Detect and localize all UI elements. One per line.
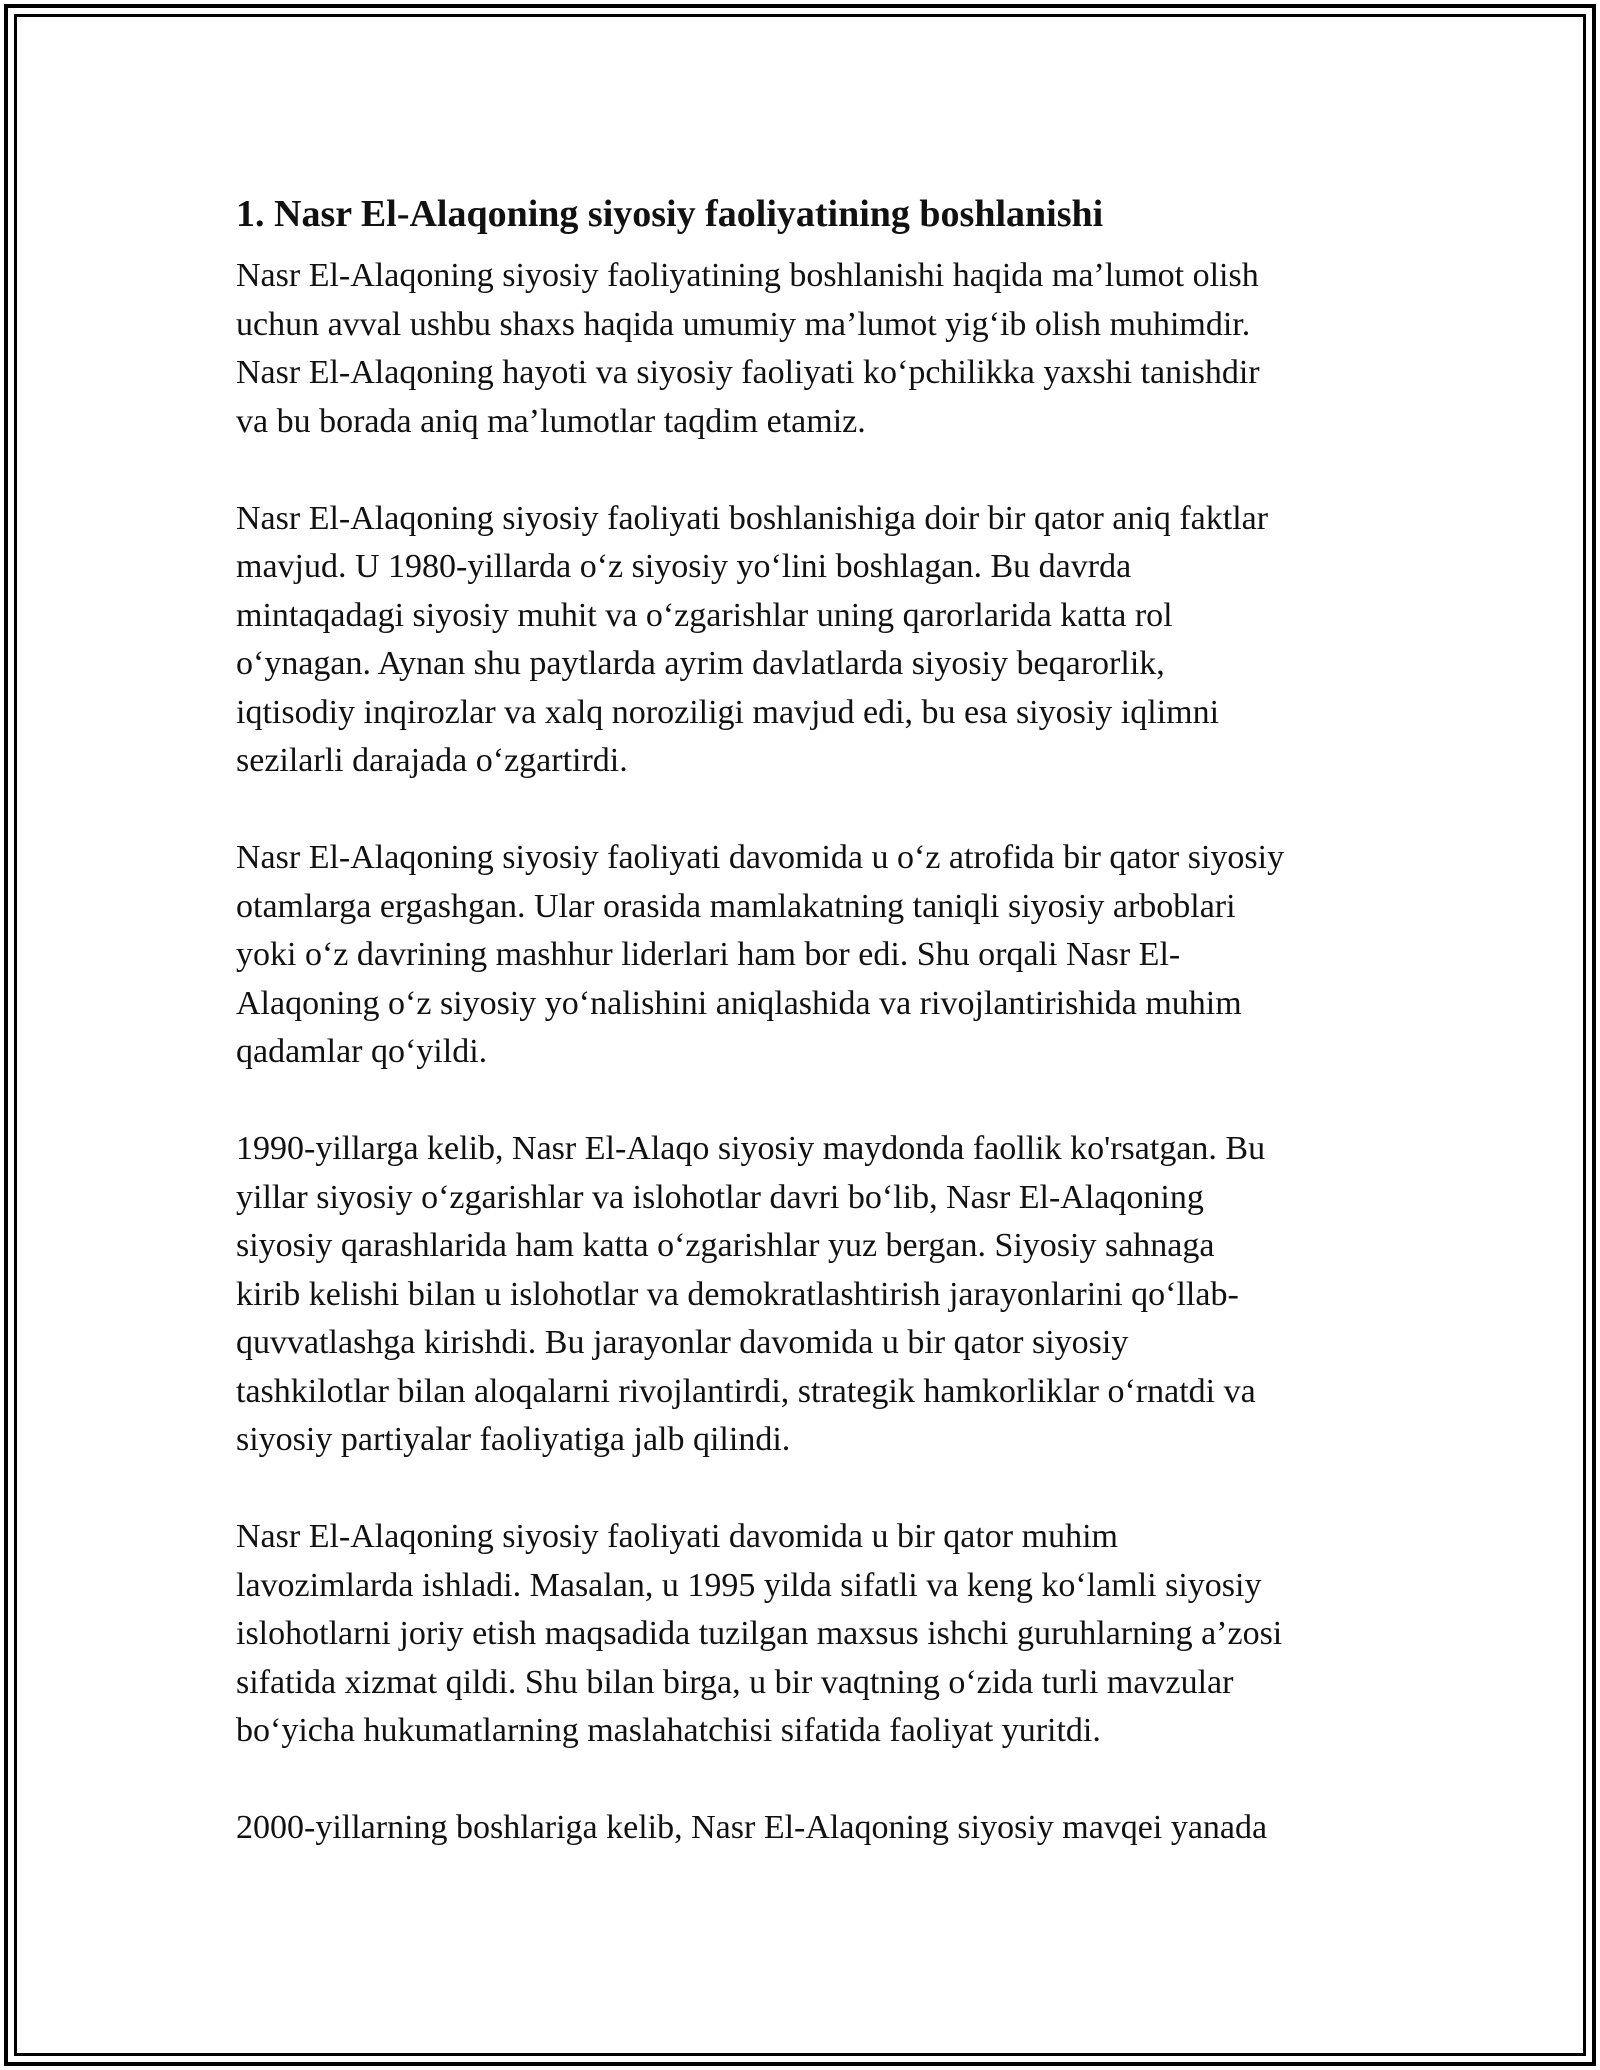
paragraph-3: Nasr El-Alaqoning siyosiy faoliyati davomida u o‘z atrofida bir qator siyosiy otamlarga ergashgan. Ular orasida mamlakatning taniqli siyosiy arboblari yoki o‘z davrining mashhur liderlari ham bor edi. Shu orqali Nasr El- Alaqoning o‘z siyosiy yo‘nalishini aniqlashida va rivojlantirishida muhim qadamlar qo‘yildi.: [236, 839, 1285, 1070]
paragraph-1: Nasr El-Alaqoning siyosiy faoliyatining boshlanishi haqida ma’lumot olish uchun avval ushbu shaxs haqida umumiy ma’lumot yig‘ib olish muhimdir. Nasr El-Alaqoning hayoti va siyosiy faoliyati ko‘pchilikka yaxshi tanishdir va bu borada aniq ma’lumotlar taqdim etamiz.: [236, 257, 1260, 440]
paragraph-6: 2000-yillarning boshlariga kelib, Nasr El-Alaqoning siyosiy mavqei yanada: [236, 1809, 1268, 1846]
paragraph-2: Nasr El-Alaqoning siyosiy faoliyati boshlanishiga doir bir qator aniq faktlar mavjud. U 1980-yillarda o‘z siyosiy yo‘lini boshlagan. Bu davrda mintaqadagi siyosiy muhit va o‘zgarishlar uning qarorlarida katta rol o‘ynagan. Aynan shu paytlarda ayrim davlatlarda siyosiy beqarorlik, iqtisodiy inqirozlar va xalq noroziligi mavjud edi, bu esa siyosiy iqlimni sezilarli darajada o‘zgartirdi.: [236, 499, 1269, 779]
document-body: [236, 186, 1376, 1853]
paragraph-4: 1990-yillarga kelib, Nasr El-Alaqo siyosiy maydonda faollik ko'rsatgan. Bu yillar siyosiy o‘zgarishlar va islohotlar davri bo‘lib, Nasr El-Alaqoning siyosiy qarashlarida ham katta o‘zgarishlar yuz bergan. Siyosiy sahnaga kirib kelishi bilan u islohotlar va demokratlashtirish jarayonlarini qo‘llab- quvvatlashga kirishdi. Bu jarayonlar davomida u bir qator siyosiy tashkilotlar bilan aloqalarni rivojlantirdi, strategik hamkorliklar o‘rnatdi va siyosiy partiyalar faoliyatiga jalb qilindi.: [236, 1130, 1266, 1458]
paragraph-5: Nasr El-Alaqoning siyosiy faoliyati davomida u bir qator muhim lavozimlarda ishladi. Masalan, u 1995 yilda sifatli va keng ko‘lamli siyosiy islohotlarni joriy etish maqsadida tuzilgan maxsus ishchi guruhlarning a’zosi sifatida xizmat qildi. Shu bilan birga, u bir vaqtning o‘zida turli mavzular bo‘yicha hukumatlarning maslahatchisi sifatida faoliyat yuritdi.: [236, 1518, 1283, 1749]
section-heading: 1. Nasr El-Alaqoning siyosiy faoliyatining boshlanishi: [236, 193, 1104, 235]
